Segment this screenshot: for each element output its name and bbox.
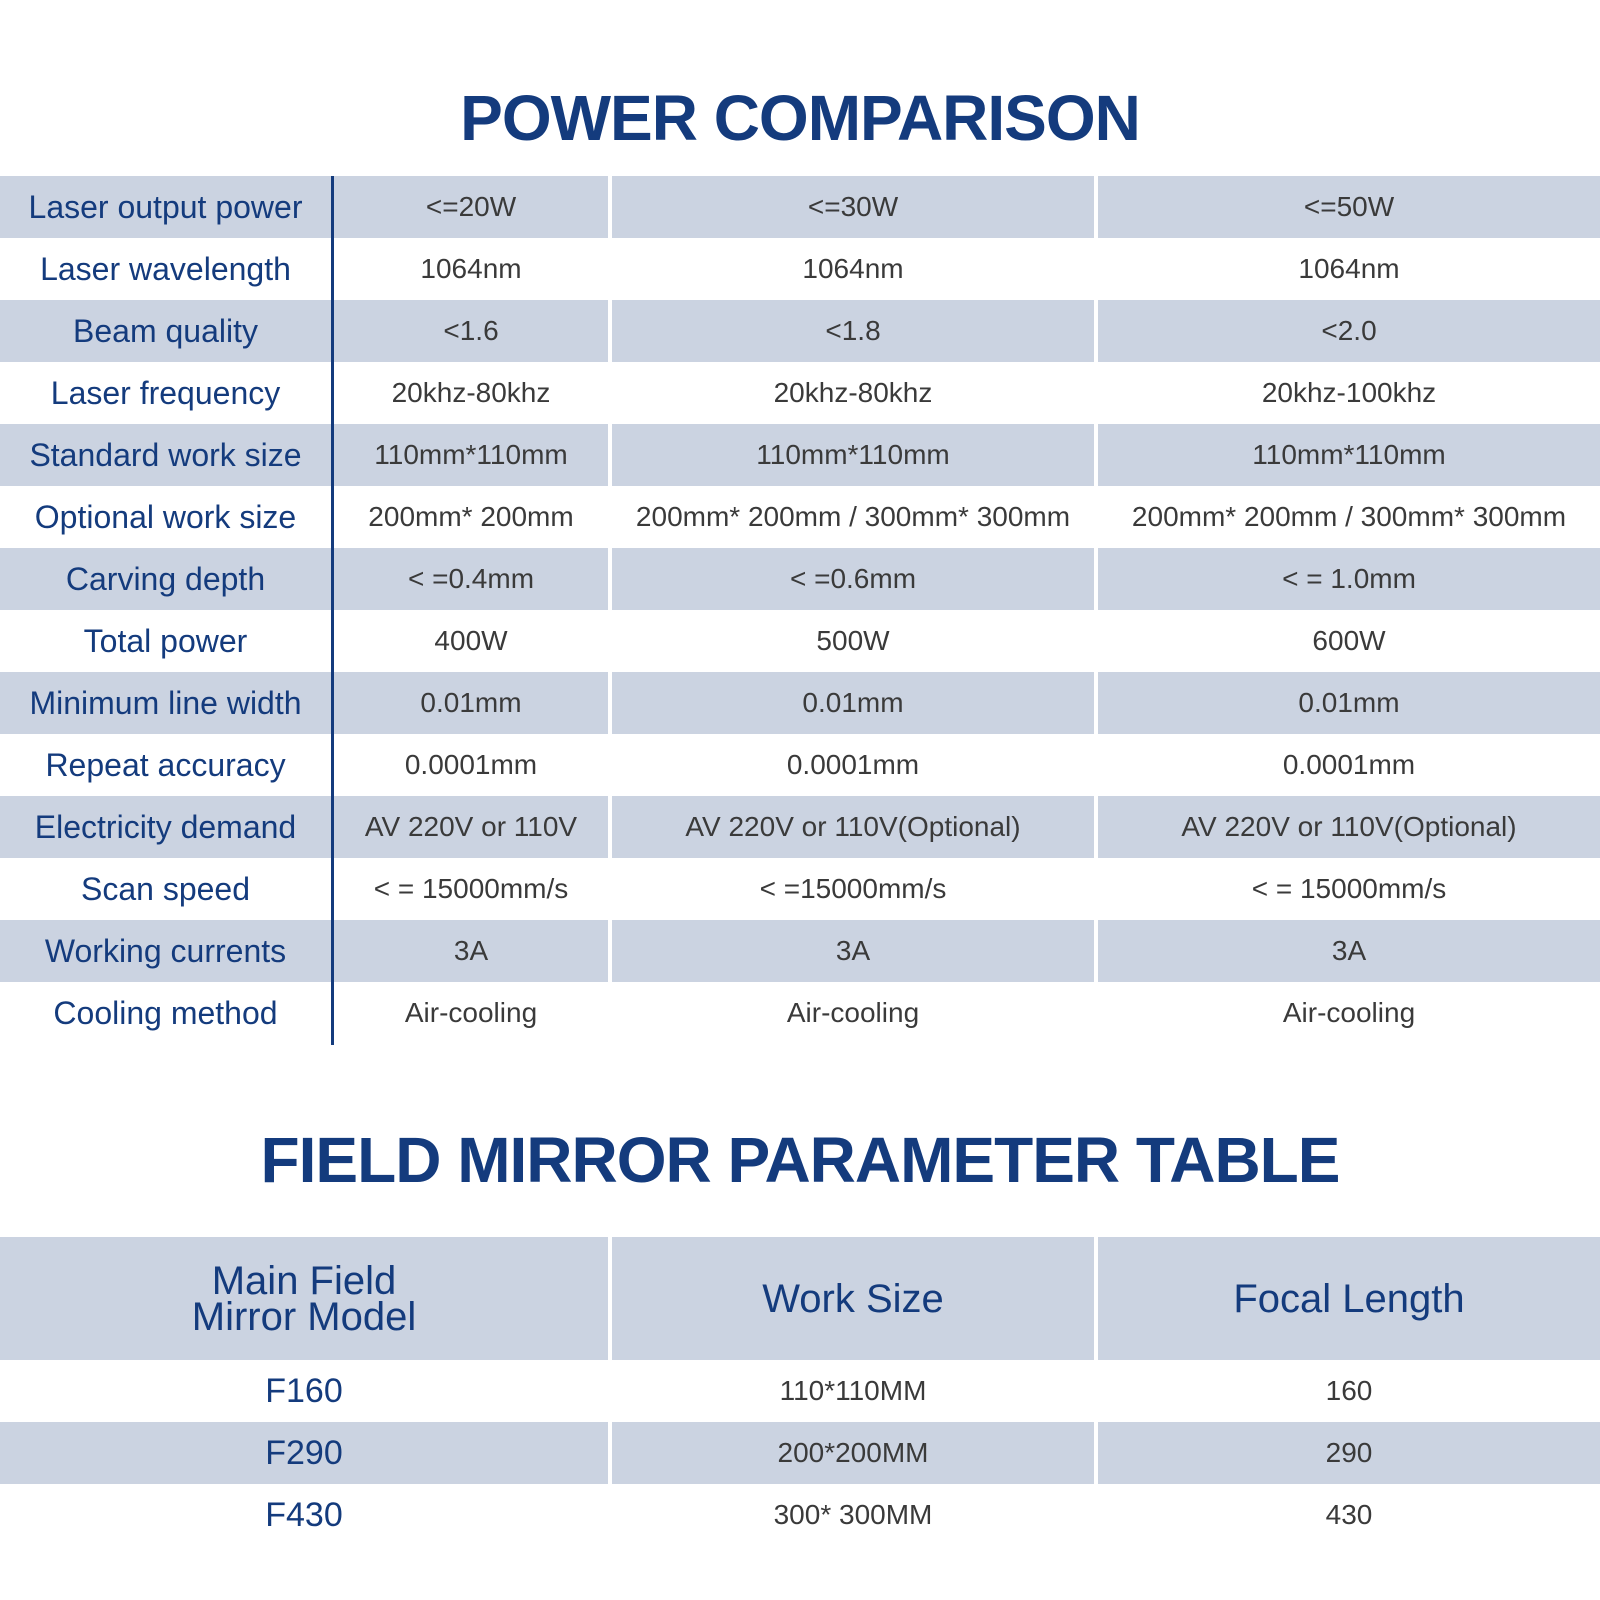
mirror-model: F290 [0,1422,608,1484]
spec-value-50w: 200mm* 200mm / 300mm* 300mm [1131,501,1567,532]
spec-value-30w: 200mm* 200mm / 300mm* 300mm [635,501,1071,532]
spec-label: Total power [83,622,248,659]
spec-value-20w: 110mm*110mm [334,424,608,486]
spec-value-20w: AV 220V or 110V [334,796,608,858]
spec-value-50w: 20khz-100khz [1261,377,1437,408]
spec-value-50w: Air-cooling [1282,997,1416,1028]
spec-value-30w: < =0.6mm [612,548,1094,610]
spec-value-20w: <=20W [334,176,608,238]
header-model: Main Field Mirror Model [0,1237,608,1360]
spec-value-50w: 110mm*110mm [1098,424,1600,486]
spec-value-30w: 500W [816,625,890,656]
spec-label: Laser frequency [50,374,281,411]
spec-value-50w: 600W [1312,625,1386,656]
spec-value-50w: < = 15000mm/s [1251,873,1447,904]
spec-label: Carving depth [0,548,331,610]
mirror-work-size: 200*200MM [612,1422,1094,1484]
spec-label: Repeat accuracy [45,746,286,783]
spec-value-30w: 110mm*110mm [612,424,1094,486]
spec-value-30w: <=30W [612,176,1094,238]
spec-row [0,300,1600,362]
spec-label: Electricity demand [0,796,331,858]
spec-label: Standard work size [0,424,331,486]
spec-value-20w: 1064nm [420,253,522,284]
spec-label: Scan speed [80,870,250,907]
mirror-work-size: 300* 300MM [773,1499,933,1530]
mirror-focal-length: 430 [1325,1499,1373,1530]
spec-value-20w: < =0.4mm [334,548,608,610]
spec-value-20w: <1.6 [334,300,608,362]
spec-row [0,982,1600,1044]
spec-value-50w: 1064nm [1298,253,1400,284]
spec-row [0,176,1600,238]
spec-value-20w: 0.0001mm [404,749,538,780]
spec-value-30w: 0.0001mm [786,749,920,780]
spec-label: Laser wavelength [40,250,291,287]
spec-value-30w: 0.01mm [612,672,1094,734]
spec-row [0,548,1600,610]
header-work-size: Work Size [612,1237,1094,1360]
table-row [0,1484,1600,1546]
spec-value-50w: AV 220V or 110V(Optional) [1098,796,1600,858]
spec-label: Laser output power [0,176,331,238]
spec-value-30w: 3A [612,920,1094,982]
spec-row [0,362,1600,424]
table-header-row [0,1237,1600,1360]
power-comparison-table [0,176,1600,1044]
field-mirror-title: FIELD MIRROR PARAMETER TABLE [260,1124,1340,1196]
spec-row [0,858,1600,920]
spec-value-50w: <2.0 [1098,300,1600,362]
spec-value-30w: <1.8 [612,300,1094,362]
mirror-focal-length: 290 [1098,1422,1600,1484]
spec-value-20w: 20khz-80khz [391,377,551,408]
spec-row [0,238,1600,300]
spec-value-30w: < =15000mm/s [759,873,947,904]
spec-row [0,920,1600,982]
spec-value-20w: < = 15000mm/s [373,873,569,904]
spec-label: Beam quality [0,300,331,362]
spec-value-50w: 3A [1098,920,1600,982]
spec-value-20w: 3A [334,920,608,982]
spec-row [0,672,1600,734]
mirror-model: F430 [265,1495,343,1534]
spec-row [0,424,1600,486]
spec-label: Cooling method [53,994,278,1031]
spec-value-20w: Air-cooling [404,997,538,1028]
spec-row [0,796,1600,858]
spec-row [0,486,1600,548]
spec-value-30w: 1064nm [802,253,904,284]
mirror-model: F160 [265,1371,343,1410]
spec-label: Optional work size [34,498,297,535]
spec-value-50w: < = 1.0mm [1098,548,1600,610]
spec-value-30w: Air-cooling [786,997,920,1028]
spec-row [0,734,1600,796]
spec-value-30w: 20khz-80khz [773,377,933,408]
power-comparison-title: POWER COMPARISON [460,82,1140,154]
table-row [0,1422,1600,1484]
field-mirror-table [0,1237,1600,1546]
header-focal-length: Focal Length [1098,1237,1600,1360]
spec-value-20w: 400W [434,625,508,656]
spec-value-50w: <=50W [1098,176,1600,238]
table-row [0,1360,1600,1422]
spec-label: Minimum line width [0,672,331,734]
spec-label: Working currents [0,920,331,982]
spec-value-50w: 0.01mm [1098,672,1600,734]
mirror-work-size: 110*110MM [779,1375,927,1406]
spec-row [0,610,1600,672]
spec-value-50w: 0.0001mm [1282,749,1416,780]
spec-value-20w: 0.01mm [334,672,608,734]
spec-value-30w: AV 220V or 110V(Optional) [612,796,1094,858]
label-column-divider [331,176,334,1045]
spec-value-20w: 200mm* 200mm [368,501,574,532]
mirror-focal-length: 160 [1325,1375,1373,1406]
